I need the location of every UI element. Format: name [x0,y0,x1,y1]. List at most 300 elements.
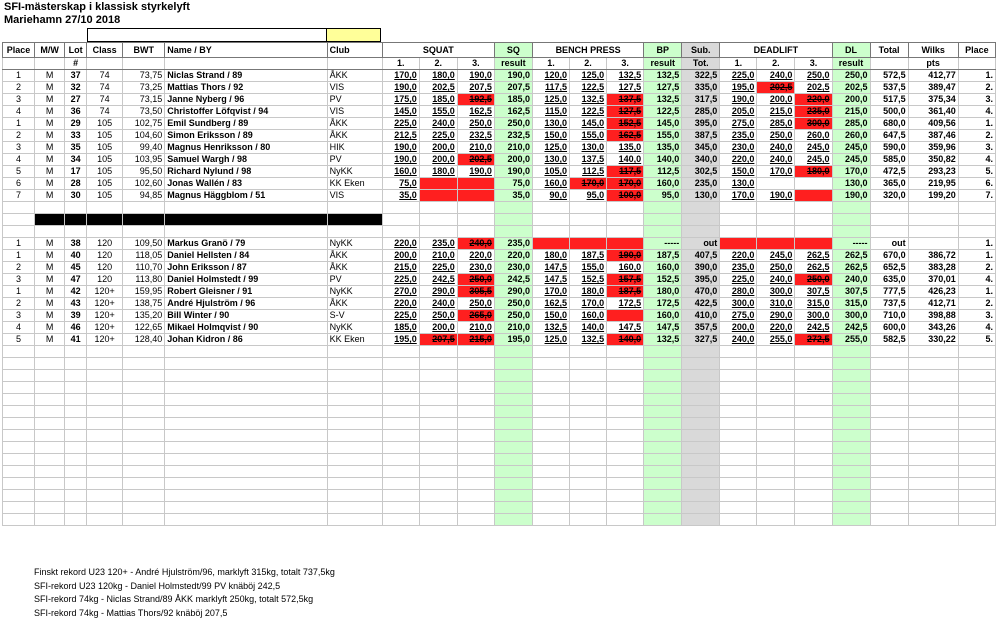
empty-cell [644,454,682,466]
header-bwt[interactable]: BWT [123,43,165,58]
empty-cell [607,226,644,238]
table-row[interactable] [3,166,996,178]
deadlift-attempt[interactable]: 300,0 [757,286,795,298]
bench-attempt[interactable]: 150,0 [532,310,569,322]
bench-attempt[interactable]: 125,0 [532,334,569,346]
squat-attempt[interactable]: 145,0 [382,106,419,118]
deadlift-attempt[interactable]: 240,0 [757,142,795,154]
empty-cell [532,394,569,406]
deadlift-attempt[interactable]: 225,0 [720,274,757,286]
cell-wilks: 330,22 [908,334,958,346]
squat-attempt[interactable]: 242,5 [419,274,457,286]
squat-attempt[interactable]: 207,5 [457,82,494,94]
table-row[interactable] [3,238,996,250]
table-row[interactable] [3,322,996,334]
cell-mw: M [35,94,65,106]
bench-attempt[interactable]: 160,0 [532,178,569,190]
bench-attempt[interactable]: 147,5 [532,262,569,274]
bench-attempt[interactable]: 180,0 [570,286,607,298]
deadlift-attempt[interactable]: 235,0 [720,130,757,142]
empty-cell [607,490,644,502]
bench-attempt[interactable]: 132,5 [570,94,607,106]
deadlift-attempt[interactable]: 220,0 [720,154,757,166]
empty-cell [327,490,382,502]
cell-final-place: 2. [958,82,995,94]
empty-cell [570,358,607,370]
bench-attempt[interactable]: 180,0 [532,250,569,262]
deadlift-attempt[interactable]: 240,0 [757,70,795,82]
bench-attempt[interactable]: 152,5 [607,118,644,130]
squat-attempt[interactable]: 207,5 [419,334,457,346]
deadlift-attempt[interactable]: 230,0 [720,142,757,154]
deadlift-attempt[interactable]: 180,0 [795,166,832,178]
cell-class: 105 [87,118,123,130]
deadlift-attempt[interactable] [757,178,795,190]
squat-attempt[interactable]: 270,0 [382,286,419,298]
table-row[interactable] [3,82,996,94]
header-mw[interactable]: M/W [35,43,65,58]
empty-cell [795,346,832,358]
bench-attempt[interactable]: 125,0 [532,94,569,106]
squat-attempt[interactable]: 190,0 [457,70,494,82]
squat-attempt[interactable]: 200,0 [419,154,457,166]
empty-cell [720,406,757,418]
bench-attempt[interactable]: 130,0 [570,142,607,154]
cell-bwt: 159,95 [123,286,165,298]
deadlift-attempt[interactable]: 220,0 [757,322,795,334]
empty-cell [682,394,720,406]
empty-cell [123,490,165,502]
cell-sq-result: 250,0 [494,310,532,322]
deadlift-attempt[interactable]: 300,0 [720,298,757,310]
squat-attempt[interactable]: 220,0 [382,238,419,250]
empty-cell [908,442,958,454]
squat-attempt[interactable]: 190,0 [382,154,419,166]
bench-attempt[interactable]: 172,5 [607,298,644,310]
cell-lot: 38 [65,238,87,250]
records-notes [34,566,335,620]
squat-attempt[interactable]: 202,5 [419,82,457,94]
header-club[interactable]: Club [327,43,382,58]
deadlift-attempt[interactable]: 130,0 [720,178,757,190]
deadlift-attempt[interactable]: 250,0 [795,274,832,286]
deadlift-attempt[interactable]: 285,0 [757,118,795,130]
squat-attempt[interactable]: 230,0 [457,262,494,274]
cell-lot: 35 [65,142,87,154]
cell-name: Johan Kidron / 86 [165,334,327,346]
squat-attempt[interactable]: 160,0 [382,166,419,178]
subheader-empty [327,58,382,70]
bench-attempt[interactable]: 157,5 [607,274,644,286]
cell-bp-result: ----- [644,238,682,250]
table-row[interactable] [3,118,996,130]
deadlift-attempt[interactable]: 225,0 [720,70,757,82]
cell-bwt: 138,75 [123,298,165,310]
cell-place: 1 [3,118,35,130]
bench-attempt[interactable]: 132,5 [607,70,644,82]
deadlift-attempt[interactable]: 272,5 [795,334,832,346]
table-row[interactable] [3,334,996,346]
empty-cell [682,442,720,454]
deadlift-attempt[interactable]: 262,5 [795,262,832,274]
deadlift-attempt[interactable]: 240,0 [720,334,757,346]
bench-attempt[interactable]: 170,0 [570,298,607,310]
empty-row [3,454,996,466]
empty-cell [532,430,569,442]
empty-cell [87,406,123,418]
deadlift-attempt[interactable]: 307,5 [795,286,832,298]
bench-attempt[interactable]: 137,5 [607,94,644,106]
deadlift-attempt[interactable]: 240,0 [757,274,795,286]
empty-cell [123,454,165,466]
bench-attempt[interactable]: 137,5 [570,154,607,166]
deadlift-attempt[interactable]: 235,0 [795,106,832,118]
squat-attempt[interactable]: 210,0 [457,322,494,334]
bench-attempt[interactable]: 117,5 [607,166,644,178]
squat-attempt[interactable]: 225,0 [382,118,419,130]
deadlift-attempt[interactable]: 200,0 [720,322,757,334]
squat-attempt[interactable]: 75,0 [382,178,419,190]
table-row[interactable] [3,130,996,142]
empty-cell [165,442,327,454]
empty-cell [908,430,958,442]
table-row[interactable] [3,250,996,262]
deadlift-attempt[interactable]: 290,0 [757,310,795,322]
bench-attempt[interactable]: 170,0 [532,286,569,298]
squat-attempt[interactable]: 190,0 [382,82,419,94]
empty-cell [457,490,494,502]
empty-cell [682,490,720,502]
subheader-a2: 2. [570,58,607,70]
deadlift-attempt[interactable]: 262,5 [795,250,832,262]
cell-class: 120+ [87,298,123,310]
cell-final-place: 1. [958,250,995,262]
bench-attempt[interactable]: 155,0 [570,262,607,274]
empty-cell [35,418,65,430]
empty-cell [165,346,327,358]
table-row[interactable] [3,70,996,82]
cell-name: Magnus Henriksson / 80 [165,142,327,154]
cell-total: 710,0 [870,310,908,322]
bench-attempt[interactable]: 130,0 [532,118,569,130]
bench-attempt[interactable]: 117,5 [532,82,569,94]
empty-cell [607,394,644,406]
squat-attempt[interactable]: 232,5 [457,130,494,142]
bench-attempt[interactable]: 112,5 [570,166,607,178]
table-row[interactable] [3,262,996,274]
empty-cell [958,514,995,526]
empty-cell [123,202,165,214]
bench-attempt[interactable]: 115,0 [532,106,569,118]
deadlift-attempt[interactable] [795,178,832,190]
header-lot[interactable]: Lot [65,43,87,58]
squat-attempt[interactable]: 192,5 [457,94,494,106]
empty-cell [123,466,165,478]
deadlift-attempt[interactable]: 170,0 [757,166,795,178]
bench-attempt[interactable]: 160,0 [607,262,644,274]
bench-attempt[interactable]: 147,5 [607,322,644,334]
bench-attempt[interactable]: 120,0 [532,70,569,82]
table-row[interactable] [3,154,996,166]
bench-attempt[interactable]: 127,5 [607,106,644,118]
bench-attempt[interactable]: 100,0 [607,190,644,202]
bench-attempt[interactable]: 190,0 [607,250,644,262]
header-place[interactable]: Place [3,43,35,58]
deadlift-attempt[interactable]: 255,0 [757,334,795,346]
bench-attempt[interactable]: 90,0 [532,190,569,202]
empty-cell [3,478,35,490]
deadlift-attempt[interactable]: 245,0 [795,142,832,154]
header-squat[interactable]: SQUAT [382,43,494,58]
squat-attempt[interactable]: 202,5 [457,154,494,166]
deadlift-attempt[interactable]: 245,0 [795,154,832,166]
empty-cell [570,406,607,418]
bench-attempt[interactable]: 95,0 [570,190,607,202]
empty-cell [35,466,65,478]
deadlift-attempt[interactable]: 195,0 [720,82,757,94]
cell-sq-result: 207,5 [494,82,532,94]
deadlift-attempt[interactable]: 170,0 [720,190,757,202]
bench-attempt[interactable]: 145,0 [570,118,607,130]
squat-attempt[interactable]: 210,0 [457,142,494,154]
cell-class: 105 [87,178,123,190]
squat-attempt[interactable]: 235,0 [419,238,457,250]
empty-cell [832,358,870,370]
bench-attempt[interactable]: 122,5 [570,82,607,94]
header-dl[interactable]: DL [832,43,870,58]
empty-cell [382,442,419,454]
deadlift-attempt[interactable]: 220,0 [720,250,757,262]
deadlift-attempt[interactable]: 250,0 [757,130,795,142]
bench-attempt[interactable]: 155,0 [570,130,607,142]
cell-subtotal: 335,0 [682,82,720,94]
squat-attempt[interactable]: 240,0 [419,298,457,310]
cell-name: Mikael Holmqvist / 90 [165,322,327,334]
deadlift-attempt[interactable]: 150,0 [720,166,757,178]
header-deadlift[interactable]: DEADLIFT [720,43,832,58]
squat-attempt[interactable]: 162,5 [457,106,494,118]
table-row[interactable] [3,142,996,154]
header-total[interactable]: Total [870,43,908,58]
bench-attempt[interactable]: 147,5 [532,274,569,286]
squat-attempt[interactable]: 250,0 [419,310,457,322]
header-bp[interactable]: BP [644,43,682,58]
empty-cell [65,346,87,358]
bench-attempt[interactable]: 170,0 [570,178,607,190]
squat-attempt[interactable]: 240,0 [457,238,494,250]
deadlift-attempt-empty-fail [757,238,795,250]
deadlift-attempt[interactable]: 275,0 [720,118,757,130]
table-row[interactable] [3,298,996,310]
bench-attempt[interactable]: 132,5 [570,334,607,346]
empty-cell [644,406,682,418]
header-wilks[interactable]: Wilks [908,43,958,58]
name-input-box[interactable] [87,28,327,42]
deadlift-attempt[interactable]: 242,5 [795,322,832,334]
cell-sq-result: 290,0 [494,286,532,298]
deadlift-attempt[interactable]: 280,0 [720,286,757,298]
bench-attempt[interactable]: 140,0 [607,334,644,346]
empty-cell [419,478,457,490]
squat-attempt[interactable]: 225,0 [382,274,419,286]
squat-attempt[interactable]: 155,0 [419,106,457,118]
cell-dl-result: 202,5 [832,82,870,94]
table-row[interactable] [3,178,996,190]
squat-attempt[interactable]: 212,5 [382,130,419,142]
empty-cell [87,346,123,358]
bench-attempt[interactable]: 105,0 [532,166,569,178]
empty-cell [419,202,457,214]
squat-attempt[interactable]: 180,0 [419,166,457,178]
empty-cell [720,418,757,430]
squat-attempt[interactable]: 225,0 [382,310,419,322]
table-row[interactable] [3,310,996,322]
bench-attempt[interactable]: 125,0 [532,142,569,154]
cell-subtotal: 470,0 [682,286,720,298]
table-row[interactable] [3,106,996,118]
cell-club: ÅKK [327,262,382,274]
squat-attempt[interactable]: 210,0 [419,250,457,262]
squat-attempt[interactable]: 305,5 [457,286,494,298]
cell-lot: 37 [65,70,87,82]
header-name[interactable]: Name / BY [165,43,327,58]
deadlift-attempt[interactable]: 245,0 [757,250,795,262]
deadlift-attempt[interactable]: 190,0 [720,94,757,106]
squat-attempt[interactable]: 250,0 [457,118,494,130]
bench-attempt[interactable]: 130,0 [532,154,569,166]
deadlift-attempt[interactable]: 300,0 [795,118,832,130]
deadlift-attempt[interactable]: 250,0 [757,262,795,274]
cell-place: 3 [3,310,35,322]
bench-attempt[interactable]: 187,5 [607,286,644,298]
deadlift-attempt[interactable]: 250,0 [795,70,832,82]
bench-attempt[interactable]: 152,5 [570,274,607,286]
empty-cell [832,202,870,214]
squat-attempt[interactable]: 220,0 [382,298,419,310]
deadlift-attempt[interactable]: 300,0 [795,310,832,322]
bench-attempt[interactable]: 125,0 [570,70,607,82]
empty-cell [3,454,35,466]
deadlift-attempt[interactable]: 235,0 [720,262,757,274]
bench-attempt[interactable]: 140,0 [607,154,644,166]
cell-sq-result: 250,0 [494,118,532,130]
bench-attempt[interactable]: 140,0 [570,322,607,334]
squat-attempt[interactable]: 220,0 [457,250,494,262]
deadlift-attempt[interactable]: 202,5 [757,82,795,94]
bench-attempt[interactable]: 162,5 [607,130,644,142]
bench-attempt[interactable]: 187,5 [570,250,607,262]
deadlift-attempt[interactable]: 205,0 [720,106,757,118]
deadlift-attempt[interactable]: 220,0 [795,94,832,106]
squat-attempt[interactable]: 215,0 [457,334,494,346]
deadlift-attempt[interactable]: 315,0 [795,298,832,310]
squat-attempt[interactable]: 215,0 [382,262,419,274]
deadlift-attempt[interactable]: 310,0 [757,298,795,310]
empty-cell [795,382,832,394]
cell-bp-result: 132,5 [644,70,682,82]
squat-attempt[interactable]: 35,0 [382,190,419,202]
empty-cell [382,454,419,466]
cell-lot: 41 [65,334,87,346]
subheader-result: result [832,58,870,70]
empty-cell [795,490,832,502]
bench-attempt[interactable]: 150,0 [532,130,569,142]
bench-attempt[interactable]: 160,0 [570,310,607,322]
deadlift-attempt[interactable]: 190,0 [757,190,795,202]
bench-attempt[interactable]: 170,0 [607,178,644,190]
deadlift-attempt[interactable]: 275,0 [720,310,757,322]
bench-attempt[interactable]: 132,5 [532,322,569,334]
squat-attempt[interactable]: 200,0 [419,142,457,154]
bench-attempt[interactable]: 162,5 [532,298,569,310]
deadlift-attempt[interactable]: 240,0 [757,154,795,166]
squat-attempt[interactable]: 290,0 [419,286,457,298]
squat-attempt[interactable]: 195,0 [382,334,419,346]
table-row[interactable] [3,274,996,286]
cell-dl-result: 300,0 [832,310,870,322]
squat-attempt[interactable]: 240,0 [419,118,457,130]
squat-attempt[interactable]: 250,0 [457,274,494,286]
empty-cell [570,370,607,382]
empty-cell [165,466,327,478]
empty-cell [35,346,65,358]
bench-attempt[interactable]: 122,5 [570,106,607,118]
header-sq[interactable]: SQ [494,43,532,58]
table-row[interactable] [3,286,996,298]
squat-attempt[interactable]: 185,0 [382,322,419,334]
empty-cell [457,358,494,370]
empty-cell [570,490,607,502]
header-class[interactable]: Class [87,43,123,58]
table-row[interactable] [3,190,996,202]
squat-attempt[interactable]: 225,0 [419,262,457,274]
club-header-cell[interactable] [326,28,381,42]
squat-attempt[interactable]: 170,0 [382,70,419,82]
squat-attempt[interactable]: 175,0 [382,94,419,106]
header-bench-press[interactable]: BENCH PRESS [532,43,643,58]
cell-lot: 34 [65,154,87,166]
deadlift-attempt[interactable]: 202,5 [795,82,832,94]
cell-place: 3 [3,274,35,286]
squat-attempt[interactable]: 190,0 [382,142,419,154]
empty-cell [3,394,35,406]
cell-subtotal: 340,0 [682,154,720,166]
header-sub[interactable]: Sub. [682,43,720,58]
squat-attempt[interactable]: 200,0 [382,250,419,262]
table-row[interactable] [3,94,996,106]
squat-attempt[interactable]: 200,0 [419,322,457,334]
squat-attempt[interactable]: 185,0 [419,94,457,106]
empty-cell [65,214,87,226]
deadlift-attempt[interactable]: 200,0 [757,94,795,106]
squat-attempt[interactable]: 180,0 [419,70,457,82]
squat-attempt[interactable]: 265,0 [457,310,494,322]
squat-attempt[interactable]: 250,0 [457,298,494,310]
bench-attempt[interactable]: 127,5 [607,82,644,94]
cell-club: PV [327,274,382,286]
empty-cell [35,382,65,394]
bench-attempt[interactable]: 135,0 [607,142,644,154]
deadlift-attempt[interactable]: 215,0 [757,106,795,118]
squat-attempt[interactable]: 225,0 [419,130,457,142]
header-place-final[interactable]: Place [958,43,995,58]
deadlift-attempt[interactable]: 260,0 [795,130,832,142]
cell-bwt: 122,65 [123,322,165,334]
cell-final-place: 4. [958,154,995,166]
empty-row [3,502,996,514]
empty-cell [832,394,870,406]
squat-attempt[interactable]: 190,0 [457,166,494,178]
